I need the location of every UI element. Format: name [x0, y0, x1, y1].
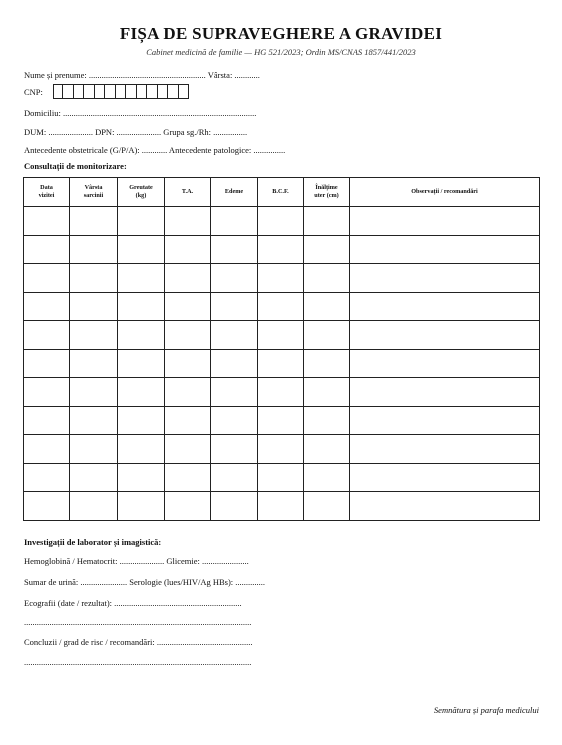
- table-cell: [258, 492, 304, 521]
- form-title: FIȘA DE SUPRAVEGHERE A GRAVIDEI: [119, 24, 443, 43]
- table-cell: [258, 378, 304, 407]
- table-cell: [70, 349, 118, 378]
- table-cell: [258, 406, 304, 435]
- table-row: [24, 321, 540, 350]
- labs-line-conclusions: Concluzii / grad de risc / recomandări: .............................................: [24, 637, 253, 647]
- table-cell: [118, 463, 165, 492]
- cnp-digit-box: [116, 84, 127, 99]
- table-cell: [24, 264, 70, 293]
- table-cell: [24, 292, 70, 321]
- table-cell: [350, 349, 540, 378]
- table-row: [24, 406, 540, 435]
- table-cell: [304, 349, 350, 378]
- table-cell: [350, 463, 540, 492]
- table-cell: [350, 492, 540, 521]
- column-header: Greutate (kg): [118, 178, 165, 207]
- table-cell: [258, 235, 304, 264]
- monitoring-title: Consultații de monitorizare:: [24, 161, 127, 171]
- table-cell: [165, 292, 211, 321]
- table-cell: [211, 292, 258, 321]
- cnp-digit-box: [95, 84, 106, 99]
- cnp-digit-box: [84, 84, 95, 99]
- table-cell: [70, 321, 118, 350]
- table-cell: [70, 264, 118, 293]
- doctor-signature-label: Semnătura și parafa medicului: [433, 705, 539, 715]
- column-header: T.A.: [165, 178, 211, 207]
- cnp-digit-box: [74, 84, 85, 99]
- table-cell: [211, 349, 258, 378]
- cnp-label: CNP:: [24, 86, 43, 97]
- table-cell: [24, 321, 70, 350]
- table-cell: [350, 321, 540, 350]
- cnp-digit-box: [168, 84, 179, 99]
- cnp-boxes: [53, 84, 190, 99]
- table-cell: [165, 435, 211, 464]
- table-cell: [24, 349, 70, 378]
- table-row: [24, 349, 540, 378]
- table-cell: [118, 264, 165, 293]
- column-header: Observații / recomandări: [350, 178, 540, 207]
- table-cell: [258, 292, 304, 321]
- table-cell: [258, 321, 304, 350]
- cnp-digit-box: [105, 84, 116, 99]
- table-cell: [258, 463, 304, 492]
- table-cell: [350, 207, 540, 236]
- address-line: Domiciliu: ...........................................................................................: [24, 108, 257, 118]
- table-cell: [211, 264, 258, 293]
- table-cell: [24, 378, 70, 407]
- table-cell: [258, 349, 304, 378]
- table-cell: [304, 207, 350, 236]
- table-cell: [70, 492, 118, 521]
- labs-blank-line: ...........................................................................................................: [24, 657, 252, 667]
- table-cell: [24, 492, 70, 521]
- table-cell: [211, 378, 258, 407]
- table-cell: [165, 321, 211, 350]
- table-cell: [24, 235, 70, 264]
- table-cell: [304, 235, 350, 264]
- table-cell: [24, 406, 70, 435]
- table-cell: [211, 492, 258, 521]
- labs-line-ultrasound: Ecografii (date / rezultat): ............................................................: [24, 598, 242, 608]
- column-header: Data vizitei: [24, 178, 70, 207]
- cnp-digit-box: [179, 84, 190, 99]
- cnp-digit-box: [126, 84, 137, 99]
- table-cell: [118, 207, 165, 236]
- table-cell: [165, 264, 211, 293]
- table-cell: [118, 292, 165, 321]
- history-line: Antecedente obstetricale (G/P/A): ............ Antecedente patologice: ...............: [24, 145, 286, 155]
- table-cell: [118, 492, 165, 521]
- table-header-row: [24, 178, 540, 207]
- table-cell: [70, 463, 118, 492]
- table-cell: [350, 264, 540, 293]
- table-row: [24, 264, 540, 293]
- table-cell: [70, 378, 118, 407]
- table-cell: [350, 292, 540, 321]
- table-row: [24, 235, 540, 264]
- table-cell: [24, 435, 70, 464]
- labs-line-urine: Sumar de urină: ...................... Serologie (lues/HIV/Ag HBs): ..............: [24, 577, 266, 587]
- table-cell: [70, 292, 118, 321]
- table-cell: [350, 378, 540, 407]
- name-age-line: Nume și prenume: ....................................................... Vârsta: ............: [24, 70, 260, 80]
- table-cell: [118, 321, 165, 350]
- table-cell: [165, 349, 211, 378]
- table-cell: [211, 406, 258, 435]
- column-header: B.C.F.: [258, 178, 304, 207]
- table-cell: [70, 406, 118, 435]
- cnp-row: [24, 84, 189, 99]
- labs-line-hemoglobin: Hemoglobină / Hematocrit: ..................... Glicemie: ......................: [24, 556, 249, 566]
- table-cell: [258, 435, 304, 464]
- table-cell: [24, 207, 70, 236]
- monitoring-table-body: [24, 207, 540, 521]
- table-row: [24, 492, 540, 521]
- column-header: Edeme: [211, 178, 258, 207]
- form-subtitle: Cabinet medicină de familie — HG 521/2023; Ordin MS/CNAS 1857/441/2023: [146, 47, 416, 57]
- table-cell: [350, 406, 540, 435]
- table-cell: [211, 235, 258, 264]
- table-cell: [118, 235, 165, 264]
- table-cell: [304, 435, 350, 464]
- cnp-digit-box: [53, 84, 64, 99]
- table-cell: [304, 292, 350, 321]
- table-cell: [165, 463, 211, 492]
- table-row: [24, 207, 540, 236]
- table-cell: [350, 435, 540, 464]
- table-cell: [165, 207, 211, 236]
- table-cell: [118, 378, 165, 407]
- table-cell: [118, 406, 165, 435]
- table-cell: [258, 264, 304, 293]
- table-cell: [118, 435, 165, 464]
- labs-blank-line: ...........................................................................................................: [24, 617, 252, 627]
- cnp-digit-box: [137, 84, 148, 99]
- table-cell: [304, 378, 350, 407]
- column-header: Vârsta sarcinii: [70, 178, 118, 207]
- table-cell: [211, 321, 258, 350]
- table-cell: [304, 492, 350, 521]
- table-cell: [350, 235, 540, 264]
- table-cell: [165, 492, 211, 521]
- table-cell: [165, 378, 211, 407]
- table-row: [24, 463, 540, 492]
- table-cell: [24, 463, 70, 492]
- table-cell: [211, 463, 258, 492]
- table-cell: [165, 406, 211, 435]
- monitoring-table: [23, 177, 540, 521]
- table-cell: [304, 406, 350, 435]
- table-cell: [70, 235, 118, 264]
- labs-title: Investigații de laborator și imagistică:: [24, 537, 162, 547]
- table-cell: [165, 235, 211, 264]
- table-cell: [118, 349, 165, 378]
- cnp-digit-box: [63, 84, 74, 99]
- table-cell: [211, 435, 258, 464]
- table-row: [24, 378, 540, 407]
- table-cell: [211, 207, 258, 236]
- table-row: [24, 435, 540, 464]
- cnp-digit-box: [147, 84, 158, 99]
- table-cell: [70, 207, 118, 236]
- table-cell: [258, 207, 304, 236]
- dates-line: DUM: ..................... DPN: ..................... Grupa sg./Rh: ................: [24, 127, 248, 137]
- table-row: [24, 292, 540, 321]
- table-cell: [304, 321, 350, 350]
- cnp-digit-box: [158, 84, 169, 99]
- column-header: Înălțime uter (cm): [304, 178, 350, 207]
- table-cell: [304, 264, 350, 293]
- table-cell: [304, 463, 350, 492]
- table-cell: [70, 435, 118, 464]
